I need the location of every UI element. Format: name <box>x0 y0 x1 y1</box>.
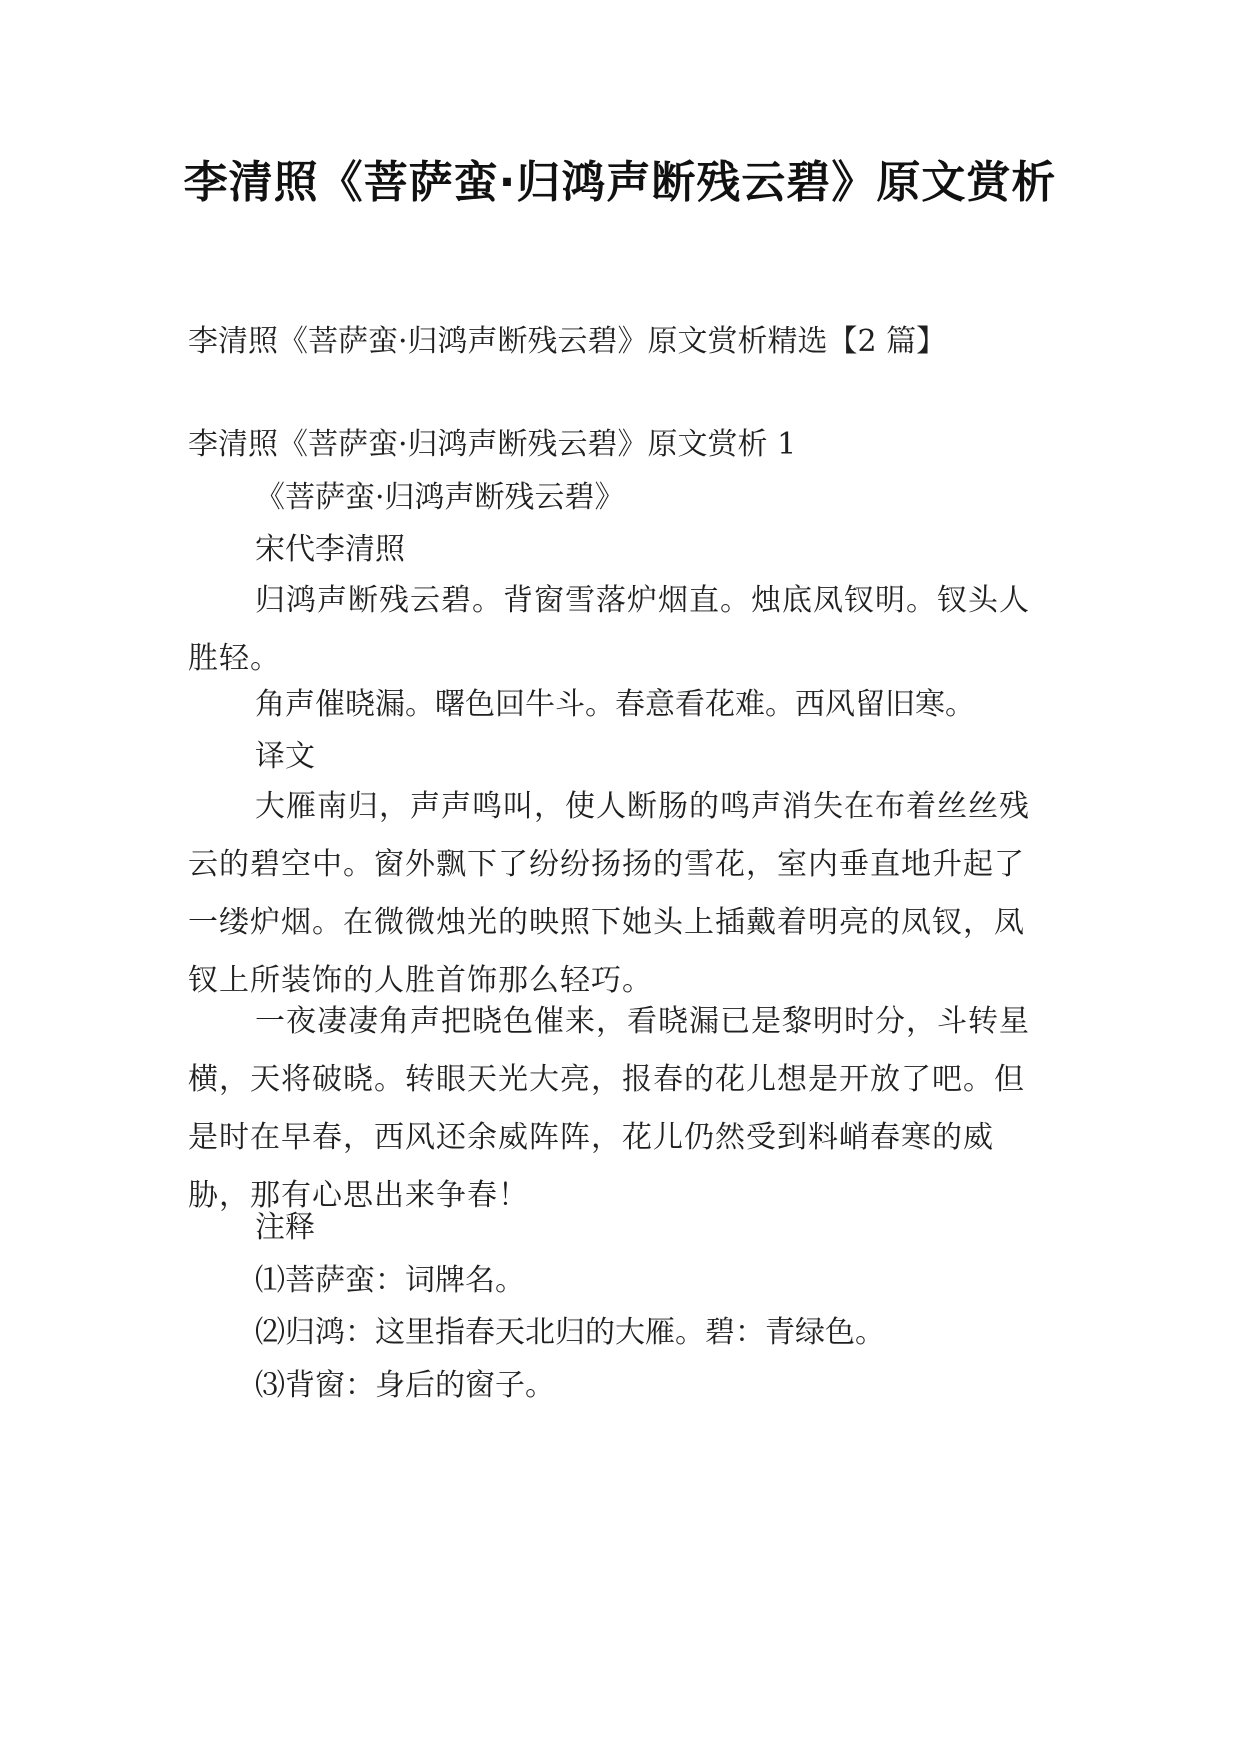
poem-stanza-1: 归鸿声断残云碧。背窗雪落炉烟直。烛底凤钗明。钗头人胜轻。 <box>188 583 1030 676</box>
section-heading: 李清照《菩萨蛮·归鸿声断残云碧》原文赏析 1 <box>188 427 797 462</box>
note-item: ⑶背窗：身后的窗子。 <box>255 1368 555 1403</box>
translation-paragraph-1: 大雁南归，声声鸣叫，使人断肠的鸣声消失在布着丝丝残云的碧空中。窗外飘下了纷纷扬扬的雪花，室内垂直地升起了一缕炉烟。在微微烛光的映照下她头上插戴着明亮的凤钗，凤钗上所装饰的人胜首饰那么轻巧。 <box>188 789 1030 998</box>
note-item: ⑴菩萨蛮：词牌名。 <box>255 1263 525 1298</box>
poem-author: 宋代李清照 <box>255 532 405 567</box>
poem-stanza-2: 角声催晓漏。曙色回牛斗。春意看花难。西风留旧寒。 <box>255 687 975 722</box>
notes-heading: 注释 <box>255 1210 315 1245</box>
translation-paragraph-2: 一夜凄凄角声把晓色催来，看晓漏已是黎明时分，斗转星横，天将破晓。转眼天光大亮，报春的花儿想是开放了吧。但是时在早春，西风还余威阵阵，花儿仍然受到料峭春寒的威胁，那有心思出来争春！ <box>188 1004 1030 1213</box>
note-item: ⑵归鸿：这里指春天北归的大雁。碧：青绿色。 <box>255 1315 885 1350</box>
poem-title: 《菩萨蛮·归鸿声断残云碧》 <box>255 480 625 515</box>
document-subtitle: 李清照《菩萨蛮·归鸿声断残云碧》原文赏析精选【2 篇】 <box>188 324 947 359</box>
document-title: 李清照《菩萨蛮·归鸿声断残云碧》原文赏析 <box>183 157 1057 208</box>
translation-heading: 译文 <box>255 739 315 774</box>
